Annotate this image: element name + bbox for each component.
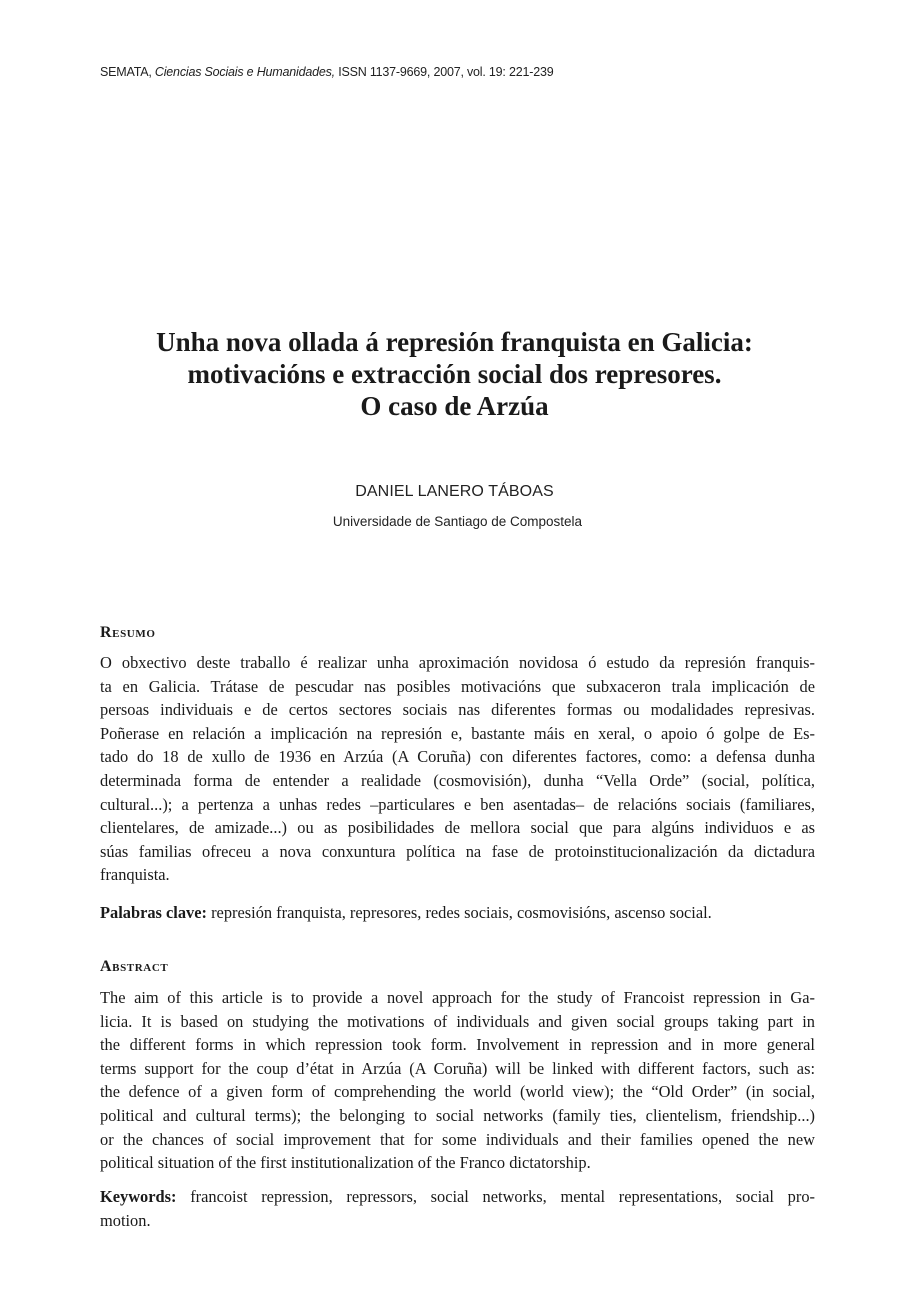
abstract-line: the different forms in which repression took form. Involvement in repression and in more general <box>100 1035 815 1055</box>
author-affiliation: Universidade de Santiago de Compostela <box>332 514 583 529</box>
running-head <box>100 65 553 79</box>
abstract-heading: Abstract <box>100 958 169 975</box>
journal-details: ISSN 1137-9669, 2007, vol. 19: 221-239 <box>338 65 554 79</box>
resumo-line: clientelares, de amizade...) ou as posibilidades de mellora social que para algúns individuos e as <box>100 818 815 838</box>
title-line: Unha nova ollada á represión franquista en Galicia: <box>156 327 753 357</box>
resumo-keywords-line <box>100 901 815 925</box>
resumo-line: ta en Galicia. Trátase de pescudar nas posibles motivacións que subxaceron trala implicación de <box>100 676 815 696</box>
resumo-line: franquista. <box>100 865 170 885</box>
author-name: DANIEL LANERO TÁBOAS <box>355 483 554 500</box>
resumo-line: persoas individuais e de certos sectores sociais nas diferentes formas ou modalidades represivas. <box>100 700 815 720</box>
abstract-keywords-label: Keywords: <box>100 1187 177 1206</box>
journal-name: SEMATA, <box>100 65 152 79</box>
resumo-keywords-label: Palabras clave: <box>100 903 207 922</box>
abstract-keywords-line: motion. <box>100 1210 151 1230</box>
abstract-line: terms support for the coup d’état in Arzúa (A Coruña) will be linked with different factors, such as: <box>100 1058 815 1078</box>
abstract-line: or the chances of social improvement that for some individuals and their families opened the new <box>100 1129 815 1149</box>
abstract-line: licia. It is based on studying the motivations of individuals and given social groups taking part in <box>100 1011 815 1031</box>
resumo-line: determinada forma de entender a realidade (cosmovisión), dunha “Vella Orde” (social, política, <box>100 770 815 790</box>
resumo-line: tado do 18 de xullo de 1936 en Arzúa (A Coruña) con diferentes factores, como: a defensa dunha <box>100 747 815 767</box>
resumo-body <box>100 651 815 887</box>
resumo-keywords-text: represión franquista, represores, redes sociais, cosmovisións, ascenso social. <box>211 903 712 922</box>
resumo-heading: Resumo <box>100 624 156 641</box>
resumo-line: Poñerase en relación a implicación na represión e, bastante máis en xeral, o apoio ó golpe de Es- <box>100 723 815 743</box>
abstract-keywords <box>100 1185 815 1232</box>
abstract-line: political situation of the first institutionalization of the Franco dictatorship. <box>100 1153 591 1173</box>
abstract-keywords-text: francoist repression, repressors, social networks, mental representations, social pro- <box>190 1187 815 1206</box>
resumo-line: cultural...); a pertenza a unhas redes –particulares e ben asentadas– de relacións sociais (familiares, <box>100 794 815 814</box>
journal-series: Ciencias Sociais e Humanidades, <box>154 65 335 79</box>
abstract-body <box>100 986 815 1175</box>
title-line: O caso de Arzúa <box>360 391 549 421</box>
resumo-line: O obxectivo deste traballo é realizar unha aproximación novidosa ó estudo da represión franquis- <box>100 653 815 672</box>
abstract-keywords-line <box>100 1185 815 1209</box>
abstract-line: the defence of a given form of comprehending the world (world view); the “Old Order” (in social, <box>100 1082 815 1102</box>
abstract-line: The aim of this article is to provide a novel approach for the study of Francoist repression in Ga- <box>100 988 815 1007</box>
abstract-line: political and cultural terms); the belonging to social networks (family ties, clientelism, friendship...) <box>100 1105 815 1125</box>
resumo-keywords <box>100 901 815 925</box>
resumo-line: súas familias ofreceu a nova conxuntura política na fase de protoinstitucionalización da dictadura <box>100 841 815 861</box>
title-line: motivacións e extracción social dos represores. <box>187 359 722 389</box>
article-title <box>60 326 849 422</box>
